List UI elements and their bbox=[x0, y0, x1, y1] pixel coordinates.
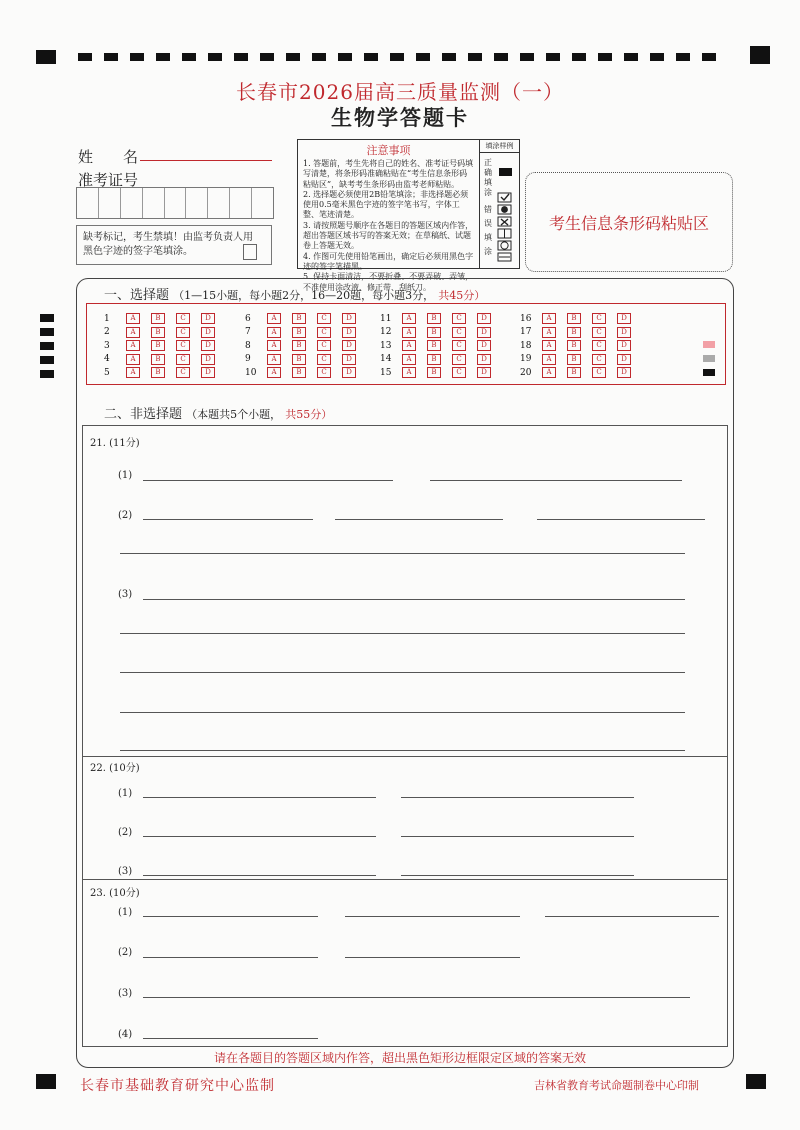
part-label: (1) bbox=[118, 788, 133, 799]
question-number: 1 bbox=[104, 313, 110, 324]
timing-mark bbox=[208, 53, 222, 61]
timing-mark bbox=[702, 53, 716, 61]
mcq-question bbox=[104, 354, 226, 365]
option-bubble[interactable]: C bbox=[176, 367, 190, 378]
timing-mark bbox=[286, 53, 300, 61]
question-number: 13 bbox=[380, 340, 392, 351]
answer-line[interactable] bbox=[120, 712, 685, 713]
option-bubble[interactable]: B bbox=[567, 354, 581, 365]
question-label-23: 23. (10分) bbox=[90, 888, 140, 899]
option-bubble[interactable]: A bbox=[126, 340, 140, 351]
option-bubble[interactable]: B bbox=[292, 367, 306, 378]
option-bubble[interactable]: D bbox=[201, 354, 215, 365]
mcq-question bbox=[380, 327, 502, 338]
option-bubble[interactable]: D bbox=[201, 367, 215, 378]
option-bubble[interactable]: B bbox=[151, 367, 165, 378]
option-bubble[interactable]: C bbox=[592, 340, 606, 351]
timing-mark bbox=[676, 53, 690, 61]
option-bubble[interactable]: C bbox=[452, 367, 466, 378]
option-bubble[interactable]: C bbox=[452, 340, 466, 351]
timing-mark bbox=[260, 53, 274, 61]
question-label-21: 21. (11分) bbox=[90, 438, 140, 449]
question-number: 6 bbox=[245, 313, 251, 324]
option-bubble[interactable]: B bbox=[151, 340, 165, 351]
answer-line[interactable] bbox=[143, 797, 376, 798]
mcq-question bbox=[104, 367, 226, 378]
side-timing-mark bbox=[40, 328, 54, 336]
option-bubble[interactable]: A bbox=[542, 340, 556, 351]
question-number: 16 bbox=[520, 313, 532, 324]
timing-marks-top bbox=[28, 50, 774, 64]
option-bubble[interactable]: D bbox=[201, 313, 215, 324]
timing-mark-large bbox=[750, 46, 770, 64]
wrong-label-1: 错 bbox=[484, 205, 492, 214]
section2-note: （本题共5个小题， bbox=[186, 408, 282, 421]
option-bubble[interactable]: A bbox=[126, 327, 140, 338]
option-bubble[interactable]: D bbox=[201, 327, 215, 338]
option-bubble[interactable]: C bbox=[592, 367, 606, 378]
option-bubble[interactable]: A bbox=[267, 327, 281, 338]
option-bubble[interactable]: A bbox=[402, 367, 416, 378]
answer-line[interactable] bbox=[143, 599, 685, 600]
barcode-label: 考生信息条形码粘贴区 bbox=[548, 213, 709, 233]
question-number: 3 bbox=[104, 340, 110, 351]
timing-mark bbox=[364, 53, 378, 61]
option-bubble[interactable]: B bbox=[567, 313, 581, 324]
absent-checkbox[interactable] bbox=[243, 244, 257, 260]
option-bubble[interactable]: C bbox=[176, 327, 190, 338]
answer-line[interactable] bbox=[401, 836, 634, 837]
wrong-label-2: 误 bbox=[484, 219, 492, 228]
option-bubble[interactable]: A bbox=[402, 340, 416, 351]
mcq-question bbox=[104, 327, 226, 338]
option-bubble[interactable]: B bbox=[567, 367, 581, 378]
note-item: 5. 保持卡面清洁，不要折叠、不要弄破、弄皱，不准使用涂改液、修正带、刮纸刀。 bbox=[303, 272, 474, 292]
timing-mark bbox=[650, 53, 664, 61]
note-item: 1. 答题前，考生先将自己的姓名、准考证号码填写清楚，将条形码准确粘贴在“考生信息条形码粘贴区”，缺考考生条形码由监考老师粘贴。 bbox=[303, 159, 474, 189]
exam-id-boxes[interactable] bbox=[76, 187, 274, 219]
question-number: 9 bbox=[245, 354, 251, 364]
option-bubble[interactable]: C bbox=[317, 327, 331, 338]
notes-panel bbox=[297, 139, 480, 292]
corner-mark-right bbox=[746, 1074, 766, 1089]
option-bubble[interactable]: C bbox=[317, 367, 331, 378]
option-bubble[interactable]: B bbox=[427, 313, 441, 324]
exam-title: 长春市2026届高三质量监测（一） bbox=[236, 80, 564, 104]
option-bubble[interactable]: D bbox=[477, 340, 491, 351]
option-bubble[interactable]: A bbox=[267, 340, 281, 351]
option-bubble[interactable]: B bbox=[151, 313, 165, 324]
question-number: 12 bbox=[380, 327, 392, 337]
mcq-question bbox=[104, 313, 226, 324]
side-timing-mark bbox=[40, 314, 54, 322]
option-bubble[interactable]: C bbox=[592, 327, 606, 338]
note-item: 2. 选择题必须使用2B铅笔填涂；非选择题必须使用0.5毫米黑色字迹的签字笔书写，字体工整、笔迹清楚。 bbox=[303, 189, 469, 220]
option-bubble[interactable]: D bbox=[342, 313, 356, 324]
option-bubble[interactable]: D bbox=[617, 340, 631, 351]
section1-title: 一、选择题 bbox=[104, 288, 170, 303]
timing-mark bbox=[390, 53, 404, 61]
note-item: 3. 请按照题号顺序在各题目的答题区域内作答，超出答题区域书写的答案无效；在草稿纸、试题卷上答题无效。 bbox=[303, 220, 474, 251]
answer-line[interactable] bbox=[143, 875, 376, 876]
timing-mark bbox=[494, 53, 508, 61]
option-bubble[interactable]: B bbox=[151, 354, 165, 365]
answer-line[interactable] bbox=[143, 997, 690, 998]
timing-mark bbox=[546, 53, 560, 61]
timing-mark bbox=[416, 53, 430, 61]
mcq-question bbox=[380, 354, 502, 365]
part-label: (1) bbox=[118, 907, 133, 918]
option-bubble[interactable]: D bbox=[342, 327, 356, 338]
option-bubble[interactable]: A bbox=[402, 327, 416, 338]
option-bubble[interactable]: C bbox=[452, 313, 466, 324]
mcq-question bbox=[380, 340, 502, 351]
section1-note: （1—15小题，每小题2分，16—20题，每小题3分， bbox=[173, 289, 435, 302]
mcq-question bbox=[520, 313, 642, 324]
option-bubble[interactable]: B bbox=[292, 313, 306, 324]
option-bubble[interactable]: D bbox=[477, 327, 491, 338]
option-bubble[interactable]: A bbox=[402, 313, 416, 324]
answer-line[interactable] bbox=[345, 957, 520, 958]
option-bubble[interactable]: D bbox=[477, 313, 491, 324]
answer-line[interactable] bbox=[537, 519, 705, 520]
timing-mark bbox=[624, 53, 638, 61]
printer-credit: 吉林省教育考试命题制卷中心印制 bbox=[534, 1079, 699, 1092]
timing-mark bbox=[234, 53, 248, 61]
section1-total: 共45分） bbox=[438, 289, 486, 302]
option-bubble[interactable]: A bbox=[542, 367, 556, 378]
question-number: 15 bbox=[380, 367, 392, 378]
fill-sample-title: 填涂样例 bbox=[480, 140, 519, 153]
answer-line[interactable] bbox=[143, 1038, 318, 1039]
answer-line[interactable] bbox=[120, 633, 685, 634]
mcq-question bbox=[245, 340, 367, 351]
option-bubble[interactable]: C bbox=[176, 340, 190, 351]
option-bubble[interactable]: A bbox=[126, 313, 140, 324]
answer-line[interactable] bbox=[335, 519, 503, 520]
timing-mark bbox=[312, 53, 326, 61]
option-bubble[interactable]: D bbox=[342, 340, 356, 351]
mcq-question bbox=[245, 313, 367, 324]
part-label: (1) bbox=[118, 470, 133, 481]
part-label: (3) bbox=[118, 988, 133, 999]
mcq-question bbox=[520, 354, 642, 365]
timing-mark bbox=[156, 53, 170, 61]
answer-line[interactable] bbox=[143, 836, 376, 837]
timing-mark bbox=[598, 53, 612, 61]
option-bubble[interactable]: A bbox=[542, 313, 556, 324]
option-bubble[interactable]: B bbox=[567, 340, 581, 351]
mcq-question bbox=[104, 340, 226, 351]
wrong-fill-icons bbox=[497, 192, 515, 262]
side-timing-mark bbox=[40, 370, 54, 378]
absent-note-line1: 缺考标记，考生禁填！由监考负责人用 bbox=[83, 232, 253, 243]
mcq-question bbox=[245, 367, 367, 378]
option-bubble[interactable]: C bbox=[176, 354, 190, 365]
mcq-question bbox=[380, 367, 502, 378]
option-bubble[interactable]: B bbox=[427, 354, 441, 365]
part-label: (2) bbox=[118, 947, 133, 958]
question-number: 20 bbox=[520, 367, 532, 378]
question-number: 7 bbox=[245, 327, 251, 337]
option-bubble[interactable]: B bbox=[292, 340, 306, 351]
absent-note-line2: 黑色字迹的签字笔填涂。 bbox=[83, 246, 193, 257]
fill-sample-panel bbox=[480, 139, 520, 269]
correct-fill-icon bbox=[499, 168, 512, 176]
option-bubble[interactable]: C bbox=[592, 313, 606, 324]
answer-area-22[interactable] bbox=[82, 756, 728, 880]
answer-area-23[interactable] bbox=[82, 879, 728, 1047]
part-label: (3) bbox=[118, 866, 133, 877]
section2-header bbox=[104, 403, 332, 422]
option-bubble[interactable]: D bbox=[477, 354, 491, 365]
option-bubble[interactable]: D bbox=[617, 354, 631, 365]
timing-mark bbox=[520, 53, 534, 61]
option-bubble[interactable]: C bbox=[452, 354, 466, 365]
corner-mark-left bbox=[36, 1074, 56, 1089]
answer-area-21[interactable] bbox=[82, 425, 728, 757]
option-bubble[interactable]: D bbox=[342, 367, 356, 378]
option-bubble[interactable]: B bbox=[292, 354, 306, 365]
option-bubble[interactable]: B bbox=[427, 340, 441, 351]
color-swatch-black bbox=[703, 369, 715, 376]
mcq-question bbox=[520, 327, 642, 338]
mcq-question bbox=[245, 327, 367, 338]
mcq-question bbox=[520, 367, 642, 378]
timing-mark bbox=[104, 53, 118, 61]
wrong-label-4: 涂 bbox=[484, 247, 492, 256]
timing-mark bbox=[442, 53, 456, 61]
option-bubble[interactable]: A bbox=[542, 327, 556, 338]
answer-line[interactable] bbox=[120, 553, 685, 554]
name-label: 姓 名 bbox=[78, 148, 139, 166]
option-bubble[interactable]: B bbox=[292, 327, 306, 338]
answer-line[interactable] bbox=[545, 916, 719, 917]
option-bubble[interactable]: A bbox=[402, 354, 416, 365]
side-timing-mark bbox=[40, 342, 54, 350]
timing-mark bbox=[572, 53, 586, 61]
answer-line[interactable] bbox=[120, 672, 685, 673]
question-number: 8 bbox=[245, 340, 251, 351]
option-bubble[interactable]: B bbox=[427, 327, 441, 338]
answer-line[interactable] bbox=[401, 797, 634, 798]
timing-mark bbox=[130, 53, 144, 61]
timing-mark bbox=[338, 53, 352, 61]
answer-line[interactable] bbox=[143, 916, 318, 917]
timing-mark-large bbox=[36, 50, 56, 64]
side-timing-mark bbox=[40, 356, 54, 364]
option-bubble[interactable]: D bbox=[617, 327, 631, 338]
color-swatch-pink bbox=[703, 341, 715, 348]
supervisor-credit: 长春市基础教育研究中心监制 bbox=[80, 1078, 275, 1094]
timing-mark bbox=[468, 53, 482, 61]
barcode-area[interactable] bbox=[525, 172, 733, 272]
color-swatch-gray bbox=[703, 355, 715, 362]
answer-line[interactable] bbox=[143, 957, 318, 958]
answer-line[interactable] bbox=[120, 750, 685, 751]
option-bubble[interactable]: D bbox=[617, 313, 631, 324]
part-label: (2) bbox=[118, 510, 133, 521]
option-bubble[interactable]: A bbox=[126, 354, 140, 365]
question-number: 18 bbox=[520, 340, 532, 351]
correct-fill-label: 正确填涂 bbox=[484, 158, 492, 197]
option-bubble[interactable]: D bbox=[617, 367, 631, 378]
option-bubble[interactable]: B bbox=[567, 327, 581, 338]
exam-id-label: 准考证号 bbox=[78, 171, 139, 189]
answer-line[interactable] bbox=[143, 480, 393, 481]
absent-mark-box bbox=[76, 225, 272, 265]
mcq-question bbox=[380, 313, 502, 324]
question-number: 14 bbox=[380, 354, 392, 364]
answer-line[interactable] bbox=[345, 916, 520, 917]
boundary-warning: 请在各题目的答题区域内作答，超出黑色矩形边框限定区域的答案无效 bbox=[213, 1051, 586, 1065]
option-bubble[interactable]: B bbox=[151, 327, 165, 338]
note-item: 4. 作图可先使用铅笔画出，确定后必须用黑色字迹的签字笔描黑。 bbox=[303, 251, 474, 271]
option-bubble[interactable]: D bbox=[201, 340, 215, 351]
option-bubble[interactable]: D bbox=[342, 354, 356, 365]
option-bubble[interactable]: A bbox=[267, 313, 281, 324]
mcq-question bbox=[245, 354, 367, 365]
section2-total: 共55分） bbox=[285, 408, 333, 421]
question-number: 10 bbox=[245, 367, 257, 378]
question-number: 19 bbox=[520, 354, 532, 364]
option-bubble[interactable]: D bbox=[477, 367, 491, 378]
question-number: 5 bbox=[104, 367, 110, 378]
option-bubble[interactable]: C bbox=[317, 313, 331, 324]
name-field[interactable] bbox=[140, 160, 272, 161]
option-bubble[interactable]: C bbox=[317, 354, 331, 365]
option-bubble[interactable]: A bbox=[267, 367, 281, 378]
answer-line[interactable] bbox=[430, 480, 682, 481]
timing-mark bbox=[78, 53, 92, 61]
option-bubble[interactable]: C bbox=[176, 313, 190, 324]
question-number: 2 bbox=[104, 327, 110, 337]
option-bubble[interactable]: C bbox=[452, 327, 466, 338]
question-label-22: 22. (10分) bbox=[90, 763, 140, 774]
option-bubble[interactable]: B bbox=[427, 367, 441, 378]
answer-line[interactable] bbox=[401, 875, 634, 876]
notes-title: 注意事项 bbox=[366, 144, 411, 157]
option-bubble[interactable]: C bbox=[317, 340, 331, 351]
part-label: (3) bbox=[118, 589, 133, 600]
option-bubble[interactable]: A bbox=[542, 354, 556, 365]
mcq-question bbox=[520, 340, 642, 351]
card-title: 生物学答题卡 bbox=[331, 105, 469, 130]
option-bubble[interactable]: A bbox=[267, 354, 281, 365]
question-number: 17 bbox=[520, 327, 532, 337]
part-label: (2) bbox=[118, 827, 133, 838]
answer-line[interactable] bbox=[143, 519, 313, 520]
section2-title: 二、非选择题 bbox=[104, 407, 183, 422]
section1-header bbox=[104, 284, 485, 303]
question-number: 4 bbox=[104, 354, 110, 364]
part-label: (4) bbox=[118, 1029, 133, 1040]
question-number: 11 bbox=[380, 313, 392, 324]
option-bubble[interactable]: C bbox=[592, 354, 606, 365]
option-bubble[interactable]: A bbox=[126, 367, 140, 378]
wrong-label-3: 填 bbox=[484, 233, 492, 242]
timing-mark bbox=[182, 53, 196, 61]
